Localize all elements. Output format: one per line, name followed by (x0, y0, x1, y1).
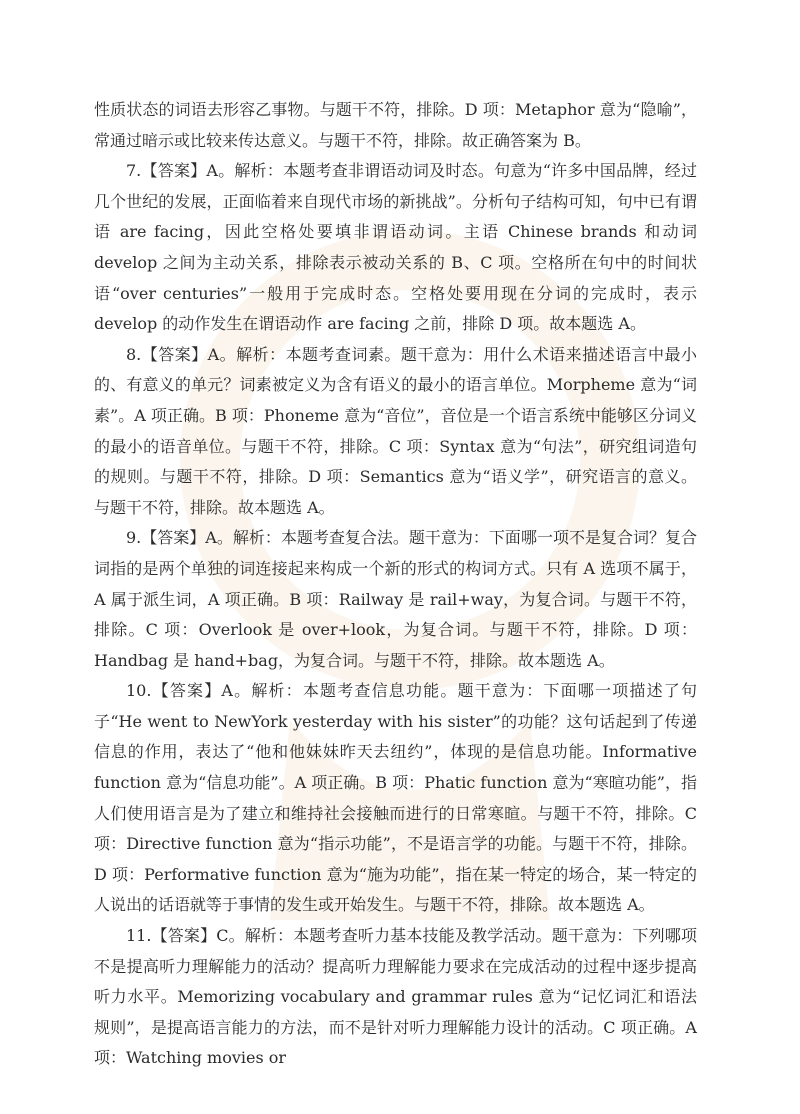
answer-label: 11.【答案】C。 (126, 926, 245, 946)
answer-paragraph-8 (94, 340, 697, 524)
answer-paragraph-11 (94, 921, 697, 1074)
paragraph-text: 性质状态的词语去形容乙事物。与题干不符，排除。D 项：Metaphor 意为“隐喻”，常通过暗示或比较来传达意义。与题干不符，排除。故正确答案为 B。 (94, 100, 697, 150)
paragraph-continuation (94, 95, 697, 156)
answer-label: 10.【答案】A。 (126, 681, 252, 701)
answer-paragraph-9 (94, 523, 697, 676)
paragraph-text: 解析：本题考查词素。题干意为：用什么术语来描述语言中最小的、有意义的单元？词素被定义为含有语义的最小的语言单位。Morpheme 意为“词素”。A 项正确。B 项：Phoneme 意为“音位”，音位是一个语言系统中能够区分词义的最小的语音单位。与题干不符，排除。C 项：Syntax 意为“句法”，研究组词造句的规则。与题干不符，排除。D 项：Semantics 意为“语义学”，研究语言的意义。与题干不符，排除。故本题选 A。 (94, 344, 697, 517)
paragraph-text: 解析：本题考查听力基本技能及教学活动。题干意为：下列哪项不是提高听力理解能力的活动？提高听力理解能力要求在完成活动的过程中逐步提高听力水平。Memorizing vocabulary and grammar rules 意为“记忆词汇和语法规则”，是提高语言能力的方法，而不是针对听力理解能力设计的活动。C 项正确。A 项：Watching movies or (94, 926, 697, 1068)
answer-label: 7.【答案】A。 (126, 161, 235, 181)
answer-paragraph-7 (94, 156, 697, 340)
answer-paragraph-10 (94, 676, 697, 921)
answer-label: 8.【答案】A。 (126, 344, 237, 364)
paragraph-text: 解析：本题考查非谓语动词及时态。句意为“许多中国品牌，经过几个世纪的发展，正面临着来自现代市场的新挑战”。分析句子结构可知，句中已有谓语 are facing，因此空格处要填非谓语动词。主语 Chinese brands 和动词 develop 之间为主动关系，排除表示被动关系的 B、C 项。空格所在句中的时间状语“over centuries”一般用于完成时态。空格处要用现在分词的完成时，表示 develop 的动作发生在谓语动作 are facing 之前，排除 D 项。故本题选 A。 (94, 161, 697, 334)
answer-label: 9.【答案】A。 (126, 528, 233, 548)
paragraph-text: 解析：本题考查复合法。题干意为：下面哪一项不是复合词？复合词指的是两个单独的词连接起来构成一个新的形式的构词方式。只有 A 选项不属于，A 属于派生词，A 项正确。B 项：Railway 是 rail+way，为复合词。与题干不符，排除。C 项：Overlook 是 over+look，为复合词。与题干不符，排除。D 项：Handbag 是 hand+bag，为复合词。与题干不符，排除。故本题选 A。 (94, 528, 697, 670)
paragraph-text: 解析：本题考查信息功能。题干意为：下面哪一项描述了句子“He went to NewYork yesterday with his sister”的功能？这句话起到了传递信息的作用，表达了“他和他妹妹昨天去纽约”，体现的是信息功能。Informative function 意为“信息功能”。A 项正确。B 项：Phatic function 意为“寒暄功能”，指人们使用语言是为了建立和维持社会接触而进行的日常寒暄。与题干不符，排除。C 项：Directive function 意为“指示功能”，不是语言学的功能。与题干不符，排除。D 项：Performative function 意为“施为功能”，指在某一特定的场合，某一特定的人说出的话语就等于事情的发生或开始发生。与题干不符，排除。故本题选 A。 (94, 681, 697, 915)
